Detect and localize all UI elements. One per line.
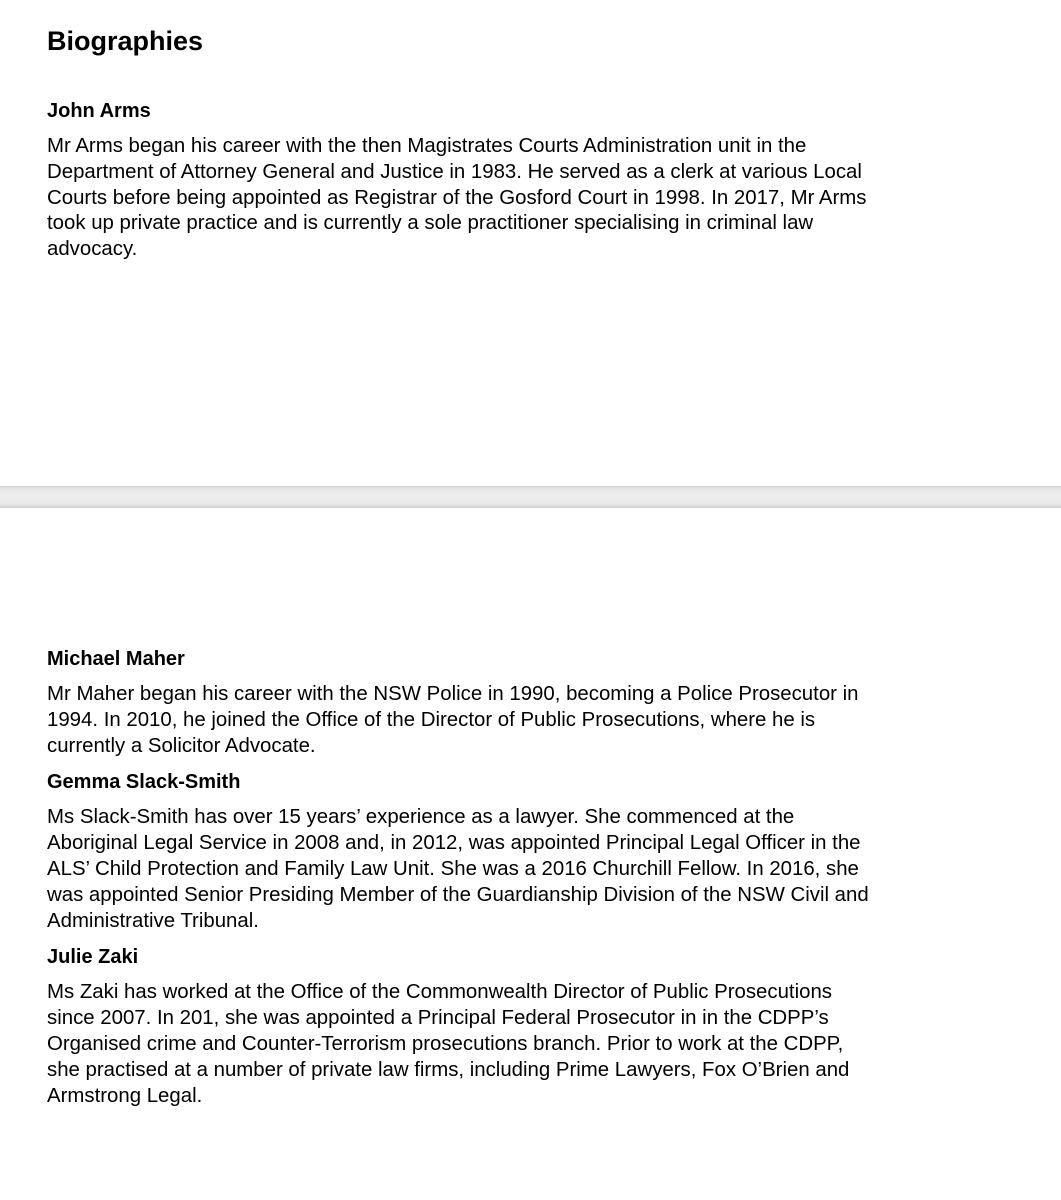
bio-text: Mr Arms began his career with the then Magistrates Courts Administration unit in the Department of Attorney General and Justice in 1983. He served as a clerk at various Local Courts before being appointed as Registrar of the Gosford Court in 1998. In 2017, Mr Arms took up private practice and is currently a sole practitioner specialising in criminal law advocacy. — [47, 135, 867, 261]
bio-michael-maher — [47, 646, 1007, 759]
bio-julie-zaki — [47, 944, 1007, 1109]
bio-john-arms — [47, 98, 1007, 263]
bio-name: Gemma Slack-Smith — [47, 771, 241, 794]
page-2-content — [47, 646, 1007, 1119]
page-break-divider — [0, 486, 1061, 508]
page-1-content — [47, 22, 1007, 273]
bio-text: Mr Maher began his career with the NSW Police in 1990, becoming a Police Prosecutor in 1994. In 2010, he joined the Office of the Director of Public Prosecutions, where he is currently a Solicitor Advocate. — [47, 683, 859, 757]
document-page-1 — [0, 0, 1061, 486]
bio-text: Ms Zaki has worked at the Office of the Commonwealth Director of Public Prosecutions since 2007. In 201, she was appointed a Principal Federal Prosecutor in in the CDPP’s Organised crime and Counter-Terrorism prosecutions branch. Prior to work at the CDPP, she practised at a number of private law firms, including Prime Lawyers, Fox O’Brien and Armstrong Legal. — [47, 981, 850, 1107]
bio-name: Michael Maher — [47, 648, 185, 670]
page-title: Biographies — [47, 26, 204, 56]
bio-name: Julie Zaki — [47, 946, 139, 969]
bio-gemma-slack-smith — [47, 769, 1007, 934]
bio-text: Ms Slack-Smith has over 15 years’ experience as a lawyer. She commenced at the Aboriginal Legal Service in 2008 and, in 2012, was appointed Principal Legal Officer in the ALS’ Child Protection and Family Law Unit. She was a 2016 Churchill Fellow. In 2016, she was appointed Senior Presiding Member of the Guardianship Division of the NSW Civil and Administrative Tribunal. — [47, 806, 869, 932]
bio-name: John Arms — [47, 100, 151, 122]
document-page-2 — [0, 508, 1061, 1200]
